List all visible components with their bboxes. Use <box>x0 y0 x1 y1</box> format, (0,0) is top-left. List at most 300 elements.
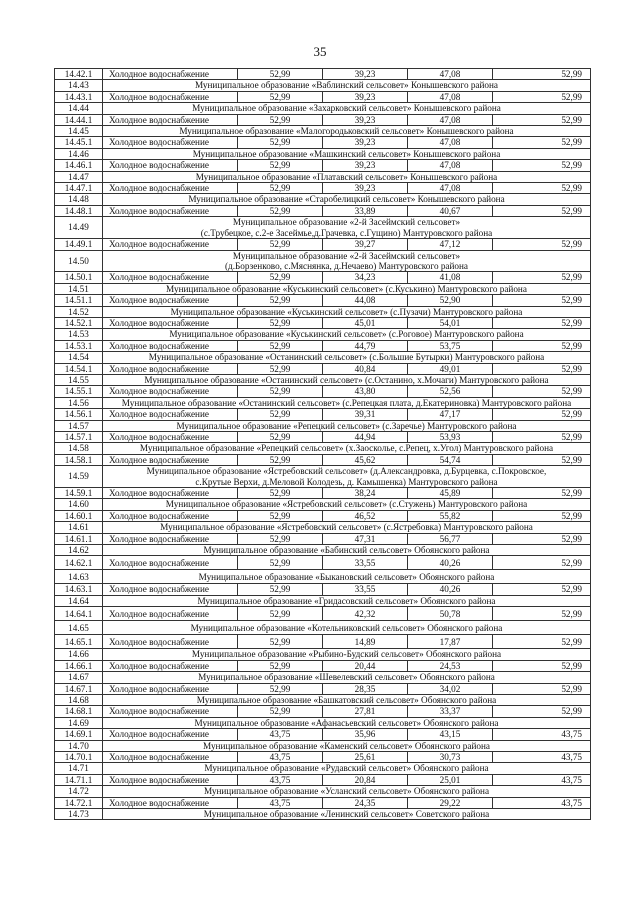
tariff-value-3: 56,77 <box>408 533 493 544</box>
tariff-value-1: 52,99 <box>238 272 323 283</box>
tariff-row <box>55 386 591 397</box>
municipality-row <box>55 672 591 683</box>
row-code: 14.62 <box>55 545 103 556</box>
municipality-line: Муниципальное образование «Куськинский сельсовет» (с.Пузачи) Мантуровского района <box>170 306 523 317</box>
row-code: 14.47 <box>55 171 103 182</box>
tariff-row <box>55 295 591 306</box>
row-code: 14.58 <box>55 443 103 454</box>
tariff-value-1: 52,99 <box>238 556 323 570</box>
municipality-row <box>55 126 591 137</box>
tariff-value-3: 29,22 <box>408 797 493 808</box>
tariff-value-4: 52,99 <box>493 409 591 420</box>
tariff-value-3: 40,26 <box>408 584 493 595</box>
row-code: 14.60.1 <box>55 510 103 521</box>
municipality-row <box>55 306 591 317</box>
municipality-row <box>55 499 591 510</box>
tariff-row <box>55 774 591 785</box>
municipality-line: Муниципальное образование «Репецкий сельсовет» (х.Заосколье, с.Репец, х.Угол) Мантуровского района <box>139 443 554 454</box>
municipality-row <box>55 148 591 159</box>
service-name: Холодное водоснабжение <box>103 635 238 649</box>
tariff-value-4: 52,99 <box>493 205 591 216</box>
row-code: 14.50 <box>55 250 103 272</box>
tariff-value-3: 54,74 <box>408 454 493 465</box>
municipality-row <box>55 420 591 431</box>
tariff-value-4: 52,99 <box>493 556 591 570</box>
row-code: 14.65.1 <box>55 635 103 649</box>
municipality-line: Муниципальное образование «Останинский сельсовет» (с.Останино, х.Мочаги) Мантуровского района <box>144 374 549 385</box>
row-code: 14.52 <box>55 306 103 317</box>
page-number: 35 <box>313 44 327 59</box>
municipality-name <box>103 171 591 182</box>
tariff-value-2: 25,61 <box>323 751 408 762</box>
municipality-line: Муниципальное образование «Захарковский сельсовет» Конышевского района <box>192 103 501 114</box>
tariff-value-2: 28,35 <box>323 683 408 694</box>
municipality-name <box>103 672 591 683</box>
tariff-row <box>55 635 591 649</box>
tariff-value-2: 39,23 <box>323 114 408 125</box>
tariff-value-3: 53,75 <box>408 340 493 351</box>
tariff-value-2: 44,94 <box>323 432 408 443</box>
tariff-value-1: 52,99 <box>238 510 323 521</box>
municipality-line: Муниципальное образование «Куськинский сельсовет» (с.Роговое) Мантуровского района <box>169 329 524 340</box>
tariff-value-1: 52,99 <box>238 160 323 171</box>
tariff-value-1: 43,75 <box>238 774 323 785</box>
service-name: Холодное водоснабжение <box>103 533 238 544</box>
municipality-line: Муниципальное образование «Ваблинский сельсовет» Конышевского района <box>194 80 499 91</box>
tariff-row <box>55 205 591 216</box>
municipality-line-2: (д.Борзенково, с.Мяснянка, д.Нечаево) Мантуровского района <box>224 260 469 271</box>
municipality-name <box>103 397 591 408</box>
municipality-line: Муниципальное образование «Усланский сельсовет» Обоянского района <box>203 786 490 797</box>
tariff-value-4: 52,99 <box>493 317 591 328</box>
tariff-value-1: 52,99 <box>238 660 323 671</box>
row-code: 14.49.1 <box>55 239 103 250</box>
municipality-name <box>103 217 591 239</box>
tariff-row <box>55 183 591 194</box>
municipality-row <box>55 397 591 408</box>
tariff-value-3: 47,08 <box>408 137 493 148</box>
row-code: 14.55.1 <box>55 386 103 397</box>
tariff-row <box>55 160 591 171</box>
tariff-value-1: 52,99 <box>238 183 323 194</box>
municipality-line-2: с.Крутые Верхи, д.Меловой Колодезь, д. Камышенка) Мантуровского района <box>195 476 498 487</box>
tariff-value-4: 52,99 <box>493 635 591 649</box>
municipality-name <box>103 649 591 660</box>
municipality-row <box>55 374 591 385</box>
tariff-value-3: 47,08 <box>408 160 493 171</box>
municipality-row <box>55 717 591 728</box>
tariff-value-4: 52,99 <box>493 607 591 621</box>
tariff-value-2: 27,81 <box>323 706 408 717</box>
service-name: Холодное водоснабжение <box>103 137 238 148</box>
row-code: 14.70.1 <box>55 751 103 762</box>
tariff-value-1: 52,99 <box>238 137 323 148</box>
tariff-value-4: 52,99 <box>493 69 591 80</box>
row-code: 14.53.1 <box>55 340 103 351</box>
service-name: Холодное водоснабжение <box>103 584 238 595</box>
municipality-name <box>103 499 591 510</box>
row-code: 14.72 <box>55 786 103 797</box>
municipality-name <box>103 694 591 705</box>
tariff-row <box>55 69 591 80</box>
service-name: Холодное водоснабжение <box>103 432 238 443</box>
tariff-value-1: 43,75 <box>238 751 323 762</box>
service-name: Холодное водоснабжение <box>103 660 238 671</box>
municipality-line: Муниципальное образование «Котельниковский сельсовет» Обоянского района <box>190 622 503 633</box>
municipality-line: Муниципальное образование «Репецкий сельсовет» (с.Заречье) Мантуровского района <box>176 420 517 431</box>
tariff-value-3: 47,17 <box>408 409 493 420</box>
tariff-value-3: 54,01 <box>408 317 493 328</box>
municipality-line: Муниципальное образование «Ястребовский сельсовет» (с.Ястребовка) Мантуровского района <box>160 522 533 533</box>
municipality-line: Муниципальное образование «Ястребовский сельсовет» (с.Стужень) Мантуровского района <box>165 499 528 510</box>
tariff-value-4: 52,99 <box>493 272 591 283</box>
tariff-table-body <box>55 69 591 820</box>
municipality-name <box>103 740 591 751</box>
tariff-value-2: 44,79 <box>323 340 408 351</box>
municipality-row <box>55 763 591 774</box>
tariff-value-2: 38,24 <box>323 488 408 499</box>
service-name: Холодное водоснабжение <box>103 363 238 374</box>
row-code: 14.65 <box>55 621 103 635</box>
municipality-name <box>103 352 591 363</box>
tariff-value-4: 43,75 <box>493 774 591 785</box>
row-code: 14.44 <box>55 103 103 114</box>
service-name: Холодное водоснабжение <box>103 797 238 808</box>
tariff-value-3: 30,73 <box>408 751 493 762</box>
municipality-row <box>55 621 591 635</box>
row-code: 14.70 <box>55 740 103 751</box>
tariff-value-4: 52,99 <box>493 114 591 125</box>
municipality-line: Муниципальное образование «2-й Засеймский сельсовет» <box>232 250 461 261</box>
tariff-row <box>55 363 591 374</box>
tariff-value-2: 43,80 <box>323 386 408 397</box>
municipality-row <box>55 522 591 533</box>
row-code: 14.54.1 <box>55 363 103 374</box>
tariff-value-3: 34,02 <box>408 683 493 694</box>
row-code: 14.43 <box>55 80 103 91</box>
row-code: 14.51.1 <box>55 295 103 306</box>
tariff-table-container <box>54 68 590 820</box>
tariff-value-4: 52,99 <box>493 137 591 148</box>
tariff-value-1: 52,99 <box>238 239 323 250</box>
tariff-value-3: 52,90 <box>408 295 493 306</box>
tariff-value-1: 52,99 <box>238 607 323 621</box>
tariff-row <box>55 432 591 443</box>
tariff-value-1: 52,99 <box>238 317 323 328</box>
tariff-value-3: 25,01 <box>408 774 493 785</box>
tariff-value-4: 52,99 <box>493 533 591 544</box>
municipality-name <box>103 374 591 385</box>
municipality-name <box>103 717 591 728</box>
municipality-line: Муниципальное образование «Бабинский сельсовет» Обоянского района <box>203 545 490 556</box>
row-code: 14.46 <box>55 148 103 159</box>
municipality-line: Муниципальное образование «Гридасовский сельсовет» Обоянского района <box>197 595 496 606</box>
row-code: 14.57 <box>55 420 103 431</box>
tariff-value-1: 52,99 <box>238 205 323 216</box>
tariff-value-2: 47,31 <box>323 533 408 544</box>
municipality-name <box>103 148 591 159</box>
municipality-name <box>103 420 591 431</box>
tariff-row <box>55 584 591 595</box>
row-code: 14.52.1 <box>55 317 103 328</box>
row-code: 14.66 <box>55 649 103 660</box>
row-code: 14.61.1 <box>55 533 103 544</box>
tariff-value-3: 40,26 <box>408 556 493 570</box>
tariff-value-4: 52,99 <box>493 386 591 397</box>
tariff-value-3: 41,08 <box>408 272 493 283</box>
tariff-value-1: 52,99 <box>238 363 323 374</box>
service-name: Холодное водоснабжение <box>103 317 238 328</box>
tariff-row <box>55 114 591 125</box>
tariff-row <box>55 729 591 740</box>
municipality-name <box>103 466 591 488</box>
tariff-value-4: 52,99 <box>493 488 591 499</box>
tariff-value-1: 52,99 <box>238 340 323 351</box>
municipality-row <box>55 103 591 114</box>
row-code: 14.60 <box>55 499 103 510</box>
municipality-row <box>55 694 591 705</box>
service-name: Холодное водоснабжение <box>103 706 238 717</box>
municipality-row <box>55 283 591 294</box>
tariff-row <box>55 340 591 351</box>
tariff-value-3: 47,08 <box>408 91 493 102</box>
tariff-value-4: 43,75 <box>493 751 591 762</box>
row-code: 14.50.1 <box>55 272 103 283</box>
tariff-row <box>55 706 591 717</box>
tariff-row <box>55 454 591 465</box>
service-name: Холодное водоснабжение <box>103 239 238 250</box>
tariff-value-4: 52,99 <box>493 510 591 521</box>
municipality-line: Муниципальное образование «Платавский сельсовет» Конышевского района <box>195 171 498 182</box>
row-code: 14.63 <box>55 570 103 584</box>
row-code: 14.71.1 <box>55 774 103 785</box>
municipality-name <box>103 808 591 819</box>
service-name: Холодное водоснабжение <box>103 751 238 762</box>
municipality-name <box>103 595 591 606</box>
tariff-row <box>55 660 591 671</box>
tariff-value-3: 17,87 <box>408 635 493 649</box>
tariff-row <box>55 488 591 499</box>
service-name: Холодное водоснабжение <box>103 340 238 351</box>
tariff-value-1: 52,99 <box>238 635 323 649</box>
row-code: 14.64 <box>55 595 103 606</box>
row-code: 14.68.1 <box>55 706 103 717</box>
service-name: Холодное водоснабжение <box>103 488 238 499</box>
tariff-value-3: 45,89 <box>408 488 493 499</box>
row-code: 14.49 <box>55 217 103 239</box>
row-code: 14.71 <box>55 763 103 774</box>
municipality-row <box>55 250 591 272</box>
service-name: Холодное водоснабжение <box>103 69 238 80</box>
municipality-name <box>103 103 591 114</box>
row-code: 14.44.1 <box>55 114 103 125</box>
tariff-value-1: 52,99 <box>238 454 323 465</box>
tariff-value-3: 50,78 <box>408 607 493 621</box>
tariff-row <box>55 510 591 521</box>
tariff-row <box>55 797 591 808</box>
tariff-row <box>55 317 591 328</box>
tariff-value-2: 39,23 <box>323 183 408 194</box>
service-name: Холодное водоснабжение <box>103 114 238 125</box>
tariff-value-1: 52,99 <box>238 683 323 694</box>
service-name: Холодное водоснабжение <box>103 409 238 420</box>
row-code: 14.66.1 <box>55 660 103 671</box>
tariff-value-2: 39,31 <box>323 409 408 420</box>
municipality-line: Муниципальное образование «Ленинский сельсовет» Советского района <box>203 808 490 819</box>
tariff-value-2: 33,89 <box>323 205 408 216</box>
tariff-value-2: 40,84 <box>323 363 408 374</box>
tariff-value-3: 47,08 <box>408 69 493 80</box>
municipality-name <box>103 329 591 340</box>
row-code: 14.45 <box>55 126 103 137</box>
municipality-row <box>55 740 591 751</box>
service-name: Холодное водоснабжение <box>103 454 238 465</box>
tariff-value-1: 52,99 <box>238 706 323 717</box>
tariff-value-3: 47,08 <box>408 183 493 194</box>
row-code: 14.48 <box>55 194 103 205</box>
row-code: 14.46.1 <box>55 160 103 171</box>
tariff-value-3: 40,67 <box>408 205 493 216</box>
row-code: 14.57.1 <box>55 432 103 443</box>
tariff-value-1: 52,99 <box>238 91 323 102</box>
service-name: Холодное водоснабжение <box>103 205 238 216</box>
municipality-row <box>55 217 591 239</box>
tariff-value-2: 39,27 <box>323 239 408 250</box>
municipality-line: Муниципальное образование «Шевелевский сельсовет» Обоянского района <box>198 672 495 683</box>
row-code: 14.56.1 <box>55 409 103 420</box>
municipality-row <box>55 649 591 660</box>
tariff-value-3: 33,37 <box>408 706 493 717</box>
service-name: Холодное водоснабжение <box>103 683 238 694</box>
tariff-value-2: 45,01 <box>323 317 408 328</box>
municipality-line: Муниципальное образование «Машкинский сельсовет» Конышевского района <box>192 148 501 159</box>
tariff-value-4: 52,99 <box>493 183 591 194</box>
municipality-name <box>103 194 591 205</box>
tariff-value-4: 52,99 <box>493 91 591 102</box>
tariff-value-1: 52,99 <box>238 488 323 499</box>
tariff-value-1: 52,99 <box>238 533 323 544</box>
municipality-line: Муниципальное образование «Малогородьковский сельсовет» Конышевского района <box>179 126 514 137</box>
tariff-value-3: 55,82 <box>408 510 493 521</box>
tariff-value-2: 39,23 <box>323 160 408 171</box>
service-name: Холодное водоснабжение <box>103 386 238 397</box>
municipality-row <box>55 352 591 363</box>
tariff-value-3: 49,01 <box>408 363 493 374</box>
service-name: Холодное водоснабжение <box>103 160 238 171</box>
municipality-line-2: (с.Трубецкое, с.2-е Засеймье,д.Грачевка, с.Гущино) Мантуровского района <box>200 227 493 238</box>
tariff-table <box>54 68 591 820</box>
tariff-value-2: 14,89 <box>323 635 408 649</box>
tariff-row <box>55 137 591 148</box>
tariff-value-4: 52,99 <box>493 432 591 443</box>
municipality-line: Муниципальное образование «Куськинский сельсовет» (с.Куськино) Мантуровского района <box>166 283 527 294</box>
tariff-value-2: 33,55 <box>323 584 408 595</box>
tariff-row <box>55 607 591 621</box>
row-code: 14.43.1 <box>55 91 103 102</box>
tariff-row <box>55 409 591 420</box>
row-code: 14.48.1 <box>55 205 103 216</box>
tariff-value-1: 52,99 <box>238 295 323 306</box>
tariff-value-1: 52,99 <box>238 114 323 125</box>
service-name: Холодное водоснабжение <box>103 295 238 306</box>
municipality-row <box>55 329 591 340</box>
municipality-name <box>103 80 591 91</box>
municipality-line: Муниципальное образование «Каменский сельсовет» Обоянского района <box>203 740 490 751</box>
tariff-value-1: 43,75 <box>238 797 323 808</box>
municipality-name <box>103 283 591 294</box>
service-name: Холодное водоснабжение <box>103 729 238 740</box>
municipality-name <box>103 545 591 556</box>
municipality-name <box>103 126 591 137</box>
row-code: 14.69 <box>55 717 103 728</box>
municipality-row <box>55 466 591 488</box>
tariff-value-2: 20,44 <box>323 660 408 671</box>
tariff-value-2: 45,62 <box>323 454 408 465</box>
row-code: 14.54 <box>55 352 103 363</box>
tariff-value-4: 52,99 <box>493 295 591 306</box>
municipality-line: Муниципальное образование «Быкановский сельсовет» Обоянского района <box>198 571 495 582</box>
service-name: Холодное водоснабжение <box>103 272 238 283</box>
row-code: 14.53 <box>55 329 103 340</box>
tariff-row <box>55 533 591 544</box>
row-code: 14.58.1 <box>55 454 103 465</box>
tariff-value-4: 43,75 <box>493 797 591 808</box>
tariff-value-2: 20,84 <box>323 774 408 785</box>
tariff-value-4: 52,99 <box>493 683 591 694</box>
municipality-row <box>55 545 591 556</box>
municipality-name <box>103 763 591 774</box>
municipality-row <box>55 80 591 91</box>
row-code: 14.42.1 <box>55 69 103 80</box>
tariff-value-2: 39,23 <box>323 91 408 102</box>
row-code: 14.59.1 <box>55 488 103 499</box>
tariff-value-2: 35,96 <box>323 729 408 740</box>
row-code: 14.72.1 <box>55 797 103 808</box>
municipality-name <box>103 786 591 797</box>
municipality-name <box>103 250 591 272</box>
tariff-row <box>55 91 591 102</box>
municipality-line: Муниципальное образование «Останинский сельсовет» (с.Большие Бутырки) Мантуровского района <box>148 352 545 363</box>
service-name: Холодное водоснабжение <box>103 774 238 785</box>
tariff-value-4: 52,99 <box>493 340 591 351</box>
tariff-value-3: 53,93 <box>408 432 493 443</box>
tariff-value-2: 39,23 <box>323 137 408 148</box>
municipality-row <box>55 786 591 797</box>
municipality-row <box>55 808 591 819</box>
municipality-name <box>103 443 591 454</box>
row-code: 14.56 <box>55 397 103 408</box>
municipality-name <box>103 522 591 533</box>
tariff-value-2: 24,35 <box>323 797 408 808</box>
tariff-value-2: 42,32 <box>323 607 408 621</box>
row-code: 14.64.1 <box>55 607 103 621</box>
tariff-value-1: 52,99 <box>238 386 323 397</box>
municipality-line: Муниципальное образование «Афанасьевский сельсовет» Обоянского района <box>194 717 499 728</box>
tariff-value-4: 43,75 <box>493 729 591 740</box>
row-code: 14.62.1 <box>55 556 103 570</box>
municipality-name <box>103 570 591 584</box>
tariff-value-1: 52,99 <box>238 584 323 595</box>
tariff-value-3: 47,08 <box>408 114 493 125</box>
service-name: Холодное водоснабжение <box>103 183 238 194</box>
municipality-line: Муниципальное образование «Старобелицкий сельсовет» Конышевского района <box>188 194 505 205</box>
tariff-row <box>55 683 591 694</box>
tariff-value-1: 52,99 <box>238 69 323 80</box>
row-code: 14.51 <box>55 283 103 294</box>
municipality-row <box>55 443 591 454</box>
tariff-value-4: 52,99 <box>493 239 591 250</box>
tariff-value-1: 52,99 <box>238 432 323 443</box>
